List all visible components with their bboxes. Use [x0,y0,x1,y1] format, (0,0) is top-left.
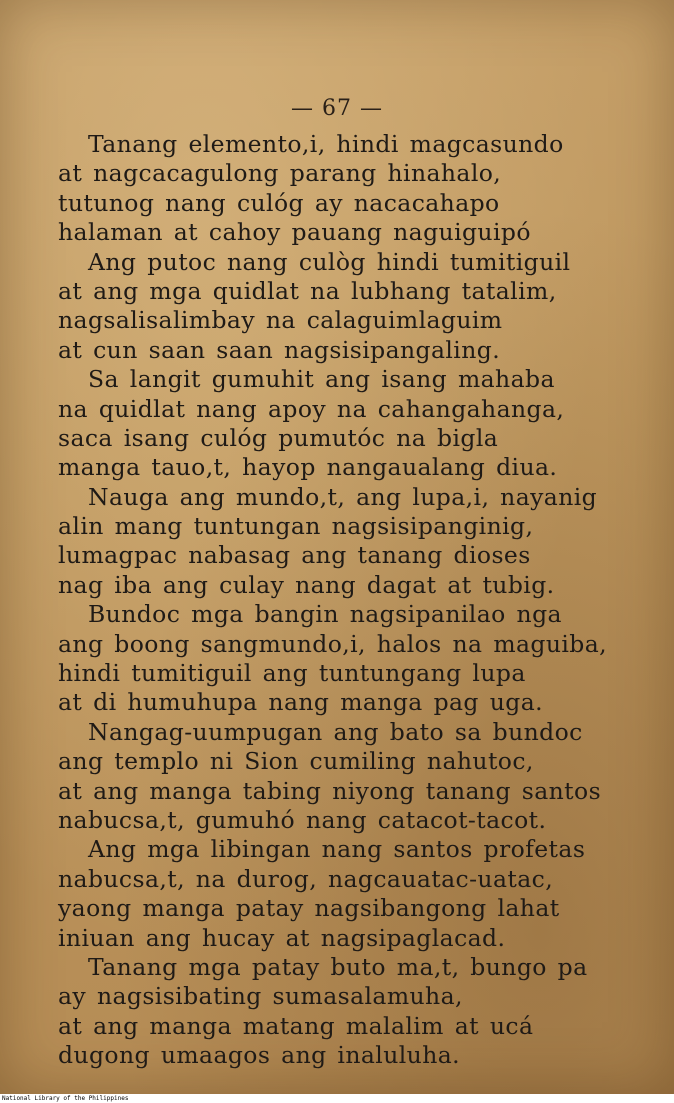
poem-line: at nagcacagulong parang hinahalo, [58,159,502,188]
poem-line: nag iba ang culay nang dagat at tubig. [58,570,555,599]
poem-line: nabucsa,t, na durog, nagcauatac-uatac, [58,864,554,893]
poem-line: na quidlat nang apoy na cahangahanga, [58,394,565,423]
poem-line: iniuan ang hucay at nagsipaglacad. [58,923,506,952]
poem-line: Sa langit gumuhit ang isang mahaba [88,365,555,394]
poem-text [50,130,640,1071]
poem-line: at ang manga matang malalim at ucá [58,1011,534,1040]
poem-line: ang templo ni Sion cumiling nahutoc, [58,747,534,776]
poem-line: Nangag-uumpugan ang bato sa bundoc [88,717,583,746]
footer-credit: National Library of the Philippines [2,1095,129,1102]
poem-line: tutunog nang culóg ay nacacahapo [58,188,500,217]
poem-line: halaman at cahoy pauang naguiguipó [58,218,531,247]
poem-line: Ang mga libingan nang santos profetas [88,835,586,864]
poem-line: ay nagsisibating sumasalamuha, [58,982,463,1011]
poem-line: lumagpac nabasag ang tanang dioses [58,541,531,570]
footer-bar [0,1094,674,1103]
poem-line: Nauga ang mundo,t, ang lupa,i, nayanig [88,482,598,511]
poem-line: Ang putoc nang culòg hindi tumitiguil [88,247,571,276]
poem-line: saca isang culóg pumutóc na bigla [58,423,499,452]
poem-line: nagsalisalimbay na calaguimlaguim [58,306,503,335]
poem-line: hindi tumitiguil ang tuntungang lupa [58,659,526,688]
poem-line: nabucsa,t, gumuhó nang catacot-tacot. [58,805,547,834]
poem-line: Tanang mga patay buto ma,t, bungo pa [88,952,588,981]
poem-line: at cun saan saan nagsisipangaling. [58,335,501,364]
poem-line: dugong umaagos ang inaluluha. [58,1041,461,1070]
poem-line: Bundoc mga bangin nagsipanilao nga [88,600,562,629]
poem-line: at di humuhupa nang manga pag uga. [58,688,544,717]
poem-line: alin mang tuntungan nagsisipanginig, [58,512,534,541]
poem-line: at ang mga quidlat na lubhang tatalim, [58,276,557,305]
poem-line: ang boong sangmundo,i, halos na maguiba, [58,629,608,658]
poem-line: manga tauo,t, hayop nangaualang diua. [58,453,558,482]
page-number: — 67 — [291,96,383,121]
poem-line: at ang manga tabing niyong tanang santos [58,776,602,805]
poem-line: yaong manga patay nagsibangong lahat [58,894,560,923]
poem-line: Tanang elemento,i, hindi magcasundo [88,130,564,158]
